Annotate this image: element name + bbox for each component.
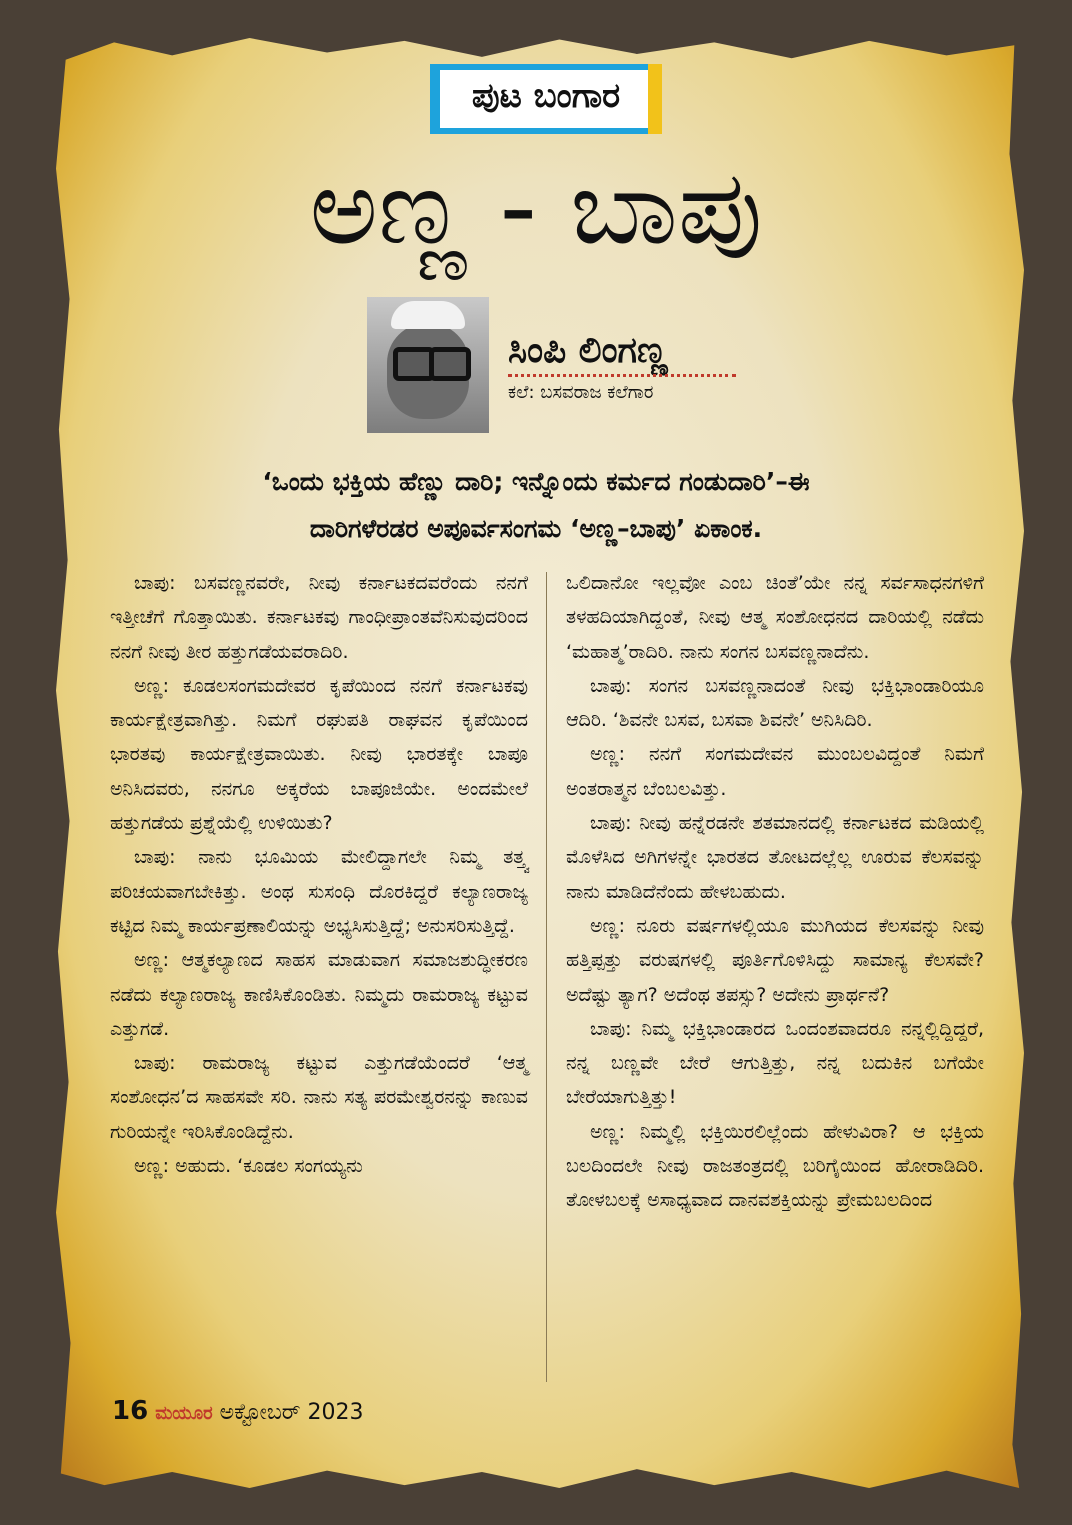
page-title: ಅಣ್ಣ - ಬಾಪು: [309, 146, 763, 268]
author-photo: [367, 297, 489, 433]
magazine-name: ಮಯೂರ: [155, 1403, 213, 1424]
paragraph: ಬಾಪು: ಬಸವಣ್ಣನವರೇ, ನೀವು ಕರ್ನಾಟಕದವರೆಂದು ನನಗೆ ಇತ್ತೀಚೆಗೆ ಗೊತ್ತಾಯಿತು. ಕರ್ನಾಟಕವು ಗಾಂಧೀಪ್ರಾಂತವೆನಿಸುವುದರಿಂದ ನನಗೆ ನೀವು ತೀರ ಹತ್ತುಗಡೆಯವರಾದಿರಿ.: [110, 572, 528, 663]
issue-year: 2023: [307, 1400, 364, 1425]
section-tag-text: ಪುಟ ಬಂಗಾರ: [471, 76, 621, 116]
paragraph: ಅಣ್ಣ: ಆತ್ಮಕಲ್ಯಾಣದ ಸಾಹಸ ಮಾಡುವಾಗ ಸಮಾಜಶುದ್ಧೀಕರಣ ನಡೆದು ಕಲ್ಯಾಣರಾಜ್ಯ ಕಾಣಿಸಿಕೊಂಡಿತು. ನಿಮ್ಮದು ರಾಮರಾಜ್ಯ ಕಟ್ಟುವ ಎತ್ತುಗಡೆ.: [110, 949, 528, 1040]
paragraph: ಅಣ್ಣ: ನಿಮ್ಮಲ್ಲಿ ಭಕ್ತಿಯಿರಲಿಲ್ಲೆಂದು ಹೇಳುವಿರಾ? ಆ ಭಕ್ತಿಯ ಬಲದಿಂದಲೇ ನೀವು ರಾಜತಂತ್ರದಲ್ಲಿ ಬರಿಗೈಯಿಂದ ಹೋರಾಡಿದಿರಿ. ತೋಳಬಲಕ್ಕೆ ಅಸಾಧ್ಯವಾದ ದಾನವಶಕ್ತಿಯನ್ನು ಪ್ರೇಮಬಲದಿಂದ: [566, 1120, 984, 1212]
art-credit: ಕಲೆ: ಬಸವರಾಜ ಕಲೆಗಾರ: [508, 382, 654, 403]
author-underline: [508, 374, 736, 377]
column-divider: [546, 572, 547, 1382]
paragraph: ಬಾಪು: ನಿಮ್ಮ ಭಕ್ತಿಭಾಂಡಾರದ ಒಂದಂಶವಾದರೂ ನನ್ನಲ್ಲಿದ್ದಿದ್ದರೆ, ನನ್ನ ಬಣ್ಣವೇ ಬೇರೆ ಆಗುತ್ತಿತ್ತು, ನನ್ನ ಬದುಕಿನ ಬಗೆಯೇ ಬೇರೆಯಾಗುತ್ತಿತ್ತು!: [566, 1017, 984, 1109]
page-number: 16: [112, 1396, 149, 1426]
paragraph: ಬಾಪು: ನೀವು ಹನ್ನೆರಡನೇ ಶತಮಾನದಲ್ಲಿ ಕರ್ನಾಟಕದ ಮಡಿಯಲ್ಲಿ ಮೊಳೆಸಿದ ಅಗಿಗಳನ್ನೇ ಭಾರತದ ತೋಟದಲ್ಲೆಲ್ಲ ಊರುವ ಕೆಲಸವನ್ನು ನಾನು ಮಾಡಿದೆನೆಂದು ಹೇಳಬಹುದು.: [566, 812, 984, 903]
paragraph: ಬಾಪು: ನಾನು ಭೂಮಿಯ ಮೇಲಿದ್ದಾಗಲೇ ನಿಮ್ಮ ತತ್ತ್ವ ಪರಿಚಯವಾಗಬೇಕಿತ್ತು. ಅಂಥ ಸುಸಂಧಿ ದೊರಕಿದ್ದರೆ ಕಲ್ಯಾಣರಾಜ್ಯ ಕಟ್ಟಿದ ನಿಮ್ಮ ಕಾರ್ಯಪ್ರಣಾಲಿಯನ್ನು ಅಭ್ಯಸಿಸುತ್ತಿದ್ದೆ; ಅನುಸರಿಸುತ್ತಿದ್ದೆ.: [110, 846, 528, 937]
page-footer: [112, 1396, 364, 1426]
left-column: [110, 566, 528, 1183]
paragraph: ಬಾಪು: ರಾಮರಾಜ್ಯ ಕಟ್ಟುವ ಎತ್ತುಗಡೆಯೆಂದರೆ ‘ಆತ್ಮ ಸಂಶೋಧನ’ದ ಸಾಹಸವೇ ಸರಿ. ನಾನು ಸತ್ಯ ಪರಮೇಶ್ವರನನ್ನು ಕಾಣುವ ಗುರಿಯನ್ನೇ ಇರಿಸಿಕೊಂಡಿದ್ದೆನು.: [110, 1052, 528, 1143]
intro-line-2: ದಾರಿಗಳೆರಡರ ಅಪೂರ್ವಸಂಗಮ ‘ಅಣ್ಣ–ಬಾಪು’ ಏಕಾಂಕ.: [309, 514, 763, 543]
author-name: ಸಿಂಪಿ ಲಿಂಗಣ್ಣ: [508, 330, 668, 371]
paragraph: ಒಲಿದಾನೋ ಇಲ್ಲವೋ ಎಂಬ ಚಿಂತೆ’ಯೇ ನನ್ನ ಸರ್ವಸಾಧನಗಳಿಗೆ ತಳಹದಿಯಾಗಿದ್ದಂತೆ, ನೀವು ಆತ್ಮ ಸಂಶೋಧನದ ದಾರಿಯಲ್ಲಿ ನಡೆದು ‘ಮಹಾತ್ಮ’ರಾದಿರಿ. ನಾನು ಸಂಗನ ಬಸವಣ್ಣನಾದೆನು.: [566, 572, 984, 663]
issue-month: ಅಕ್ಟೋಬರ್: [219, 1400, 301, 1425]
paragraph: ಬಾಪು: ಸಂಗನ ಬಸವಣ್ಣನಾದಂತೆ ನೀವು ಭಕ್ತಿಭಾಂಡಾರಿಯೂ ಆದಿರಿ. ‘ಶಿವನೇ ಬಸವ, ಬಸವಾ ಶಿವನೇ’ ಅನಿಸಿದಿರಿ.: [566, 674, 984, 732]
intro-line-1: ‘ಒಂದು ಭಕ್ತಿಯ ಹೆಣ್ಣು ದಾರಿ; ಇನ್ನೊಂದು ಕರ್ಮದ ಗಂಡುದಾರಿ’–ಈ: [262, 467, 810, 496]
intro-text: [140, 458, 932, 552]
section-tag: [430, 64, 662, 134]
paragraph: ಅಣ್ಣ: ನನಗೆ ಸಂಗಮದೇವನ ಮುಂಬಲವಿದ್ದಂತೆ ನಿಮಗೆ ಅಂತರಾತ್ಮನ ಬೆಂಬಲವಿತ್ತು.: [566, 743, 984, 800]
paragraph: ಅಣ್ಣ: ನೂರು ವರ್ಷಗಳಲ್ಲಿಯೂ ಮುಗಿಯದ ಕೆಲಸವನ್ನು ನೀವು ಹತ್ತಿಪ್ಪತ್ತು ವರುಷಗಳಲ್ಲಿ ಪೂರ್ತಿಗೊಳಿಸಿದ್ದು ಸಾಮಾನ್ಯ ಕೆಲಸವೇ? ಅದೆಷ್ಟು ತ್ಯಾಗ? ಅದೆಂಥ ತಪಸ್ಸು? ಅದೇನು ಪ್ರಾರ್ಥನೆ?: [566, 914, 984, 1006]
paragraph: ಅಣ್ಣ: ಕೂಡಲಸಂಗಮದೇವರ ಕೃಪೆಯಿಂದ ನನಗೆ ಕರ್ನಾಟಕವು ಕಾರ್ಯಕ್ಷೇತ್ರವಾಗಿತ್ತು. ನಿಮಗೆ ರಘುಪತಿ ರಾಘವನ ಕೃಪೆಯಿಂದ ಭಾರತವು ಕಾರ್ಯಕ್ಷೇತ್ರವಾಯಿತು. ನೀವು ಭಾರತಕ್ಕೇ ಬಾಪೂ ಅನಿಸಿದವರು, ನನಗೂ ಅಕ್ಕರೆಯ ಬಾಪೂಜಿಯೇ. ಅಂದಮೇಲೆ ಹತ್ತುಗಡೆಯ ಪ್ರಶ್ನೆಯೆಲ್ಲಿ ಉಳಿಯಿತು?: [110, 674, 528, 835]
paragraph: ಅಣ್ಣ: ಅಹುದು. ‘ಕೂಡಲ ಸಂಗಯ್ಯನು: [134, 1155, 363, 1178]
right-column: [566, 566, 984, 1218]
